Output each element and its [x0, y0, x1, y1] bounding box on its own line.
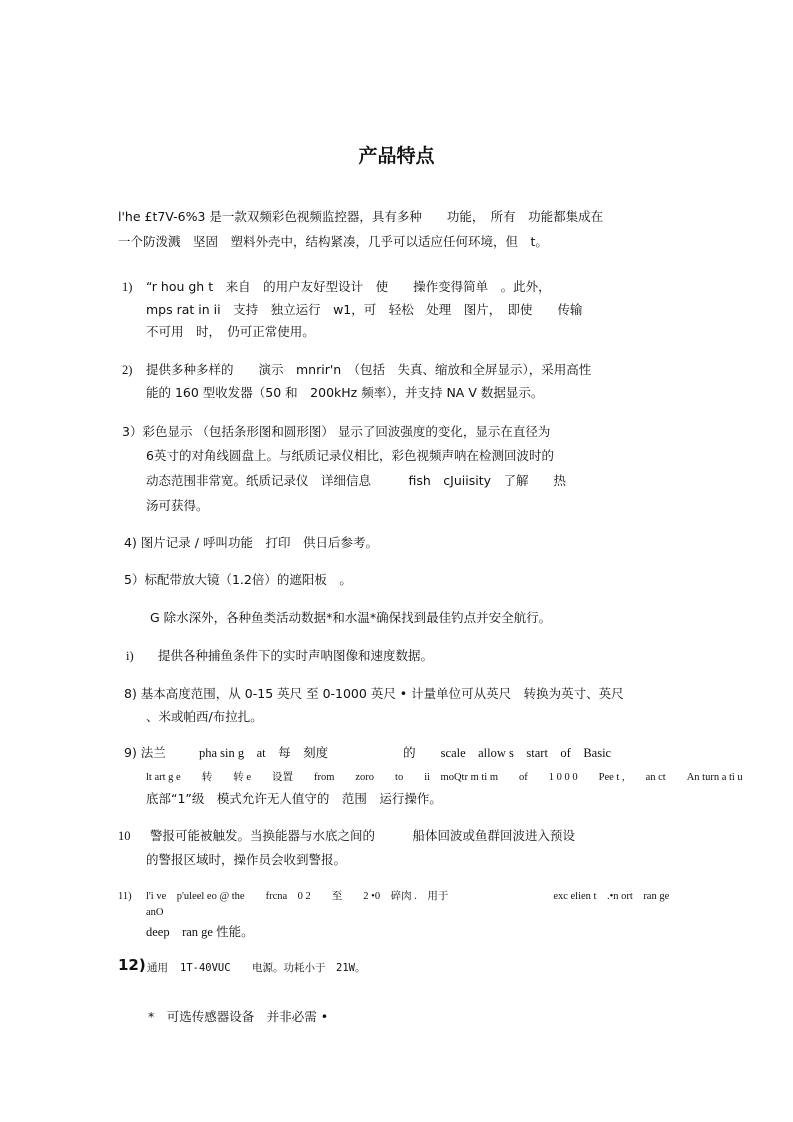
item-4-line-1: 4) 图片记录 / 呼叫功能 打印 供日后参考。	[124, 535, 378, 550]
item-11-line-1: l'i ve p'uleel eo @ the frcna 0 2 至 2 •0 碎肉 . 用于 exc elien t .•n ort ran ge	[146, 891, 670, 902]
item-8-line-1: 8) 基本高度范围，从 0-15 英尺 至 0-1000 英尺 • 计量单位可从英尺 转换为英寸、英尺	[124, 686, 624, 701]
item-1-line-2: mps rat in ii 支持 独立运行 w1，可 轻松 处理 图片， 即使 传输	[146, 302, 583, 317]
item-11-line-3: deep ran ge 性能。	[146, 925, 254, 939]
item-10-line-1: 警报可能被触发。当换能器与水底之间的 船体回波或鱼群回波进入预设	[150, 828, 576, 843]
item-12-line-1d: 21W。	[336, 962, 366, 974]
item-3-line-4: 汤可获得。	[146, 498, 209, 513]
item-2-number: 2)	[122, 363, 133, 377]
item-5-line-1: 5）标配带放大镜（1.2倍）的遮阳板 。	[124, 572, 352, 587]
item-2-line-2: 能的 160 型收发器（50 和 200kHz 频率），并支持 NA V 数据显示。	[146, 385, 544, 400]
item-7-number: i)	[126, 649, 134, 663]
item-2-line-1: 提供多种多样的 演示 mnrir'n （包括 失真、缩放和全屏显示），采用高性	[146, 362, 592, 377]
item-10-line-2: 的警报区域时，操作员会收到警报。	[146, 852, 347, 867]
item-12-number: 12)	[118, 956, 146, 974]
item-3-line-3: 动态范围非常宽。纸质记录仪 详细信息 fish cJuiisity 了解 热	[146, 473, 567, 488]
item-9-line-1a: 9) 法兰	[124, 745, 166, 760]
item-10-number: 10	[118, 829, 131, 843]
item-1-line-1: “r hou gh t 来自 的用户友好型设计 使 操作变得简单 。此外，	[146, 279, 551, 294]
item-1-number: 1)	[122, 280, 133, 294]
item-6-line-1: G 除水深外，各种鱼类活动数据*和水温*确保找到最佳钓点并安全航行。	[150, 610, 552, 625]
item-3-line-1: 3）彩色显示 （包括条形图和圆形图） 显示了回波强度的变化，显示在直径为	[122, 424, 551, 439]
item-8-line-2: 、米或帕西/布拉扎。	[146, 709, 263, 724]
item-11-line-2: anO	[146, 907, 164, 918]
item-11-number: 11)	[118, 891, 132, 902]
item-12-line-1b: 1T-40VUC	[180, 962, 231, 974]
page-title: 产品特点	[358, 145, 435, 167]
item-12-line-1a: 通用	[147, 962, 168, 974]
item-9-line-3: 底部“1”级 模式允许无人值守的 范围 运行操作。	[146, 791, 442, 806]
item-9-line-1b: pha sin g at 每 刻度 的 scale allow s start of Basic	[199, 746, 612, 760]
item-12-line-1c: 电源。功耗小于	[252, 962, 326, 974]
item-1-line-3: 不可用 时， 仍可正常使用。	[146, 324, 315, 339]
item-9-line-2: lt art g e 转 转 e 设置 from zoro to ii moQtr m ti m of 1 0 0 0 Pee t , an ct An turn a ti u	[146, 772, 743, 783]
footnote: * 可选传感器设备 并非必需 •	[148, 1009, 329, 1024]
item-7-line-1: 提供各种捕鱼条件下的实时声呐图像和速度数据。	[158, 648, 434, 663]
item-3-line-2: 6英寸的对角线圆盘上。与纸质记录仪相比，彩色视频声呐在检测回波时的	[146, 448, 554, 463]
intro-line-2: 一个防泼溅 坚固 塑料外壳中，结构紧凑，几乎可以适应任何环境，但 t。	[118, 234, 548, 249]
intro-line-1: l'he £t7V-6%3 是一款双频彩色视频监控器，具有多种 功能， 所有 功能都集成在	[118, 209, 604, 224]
